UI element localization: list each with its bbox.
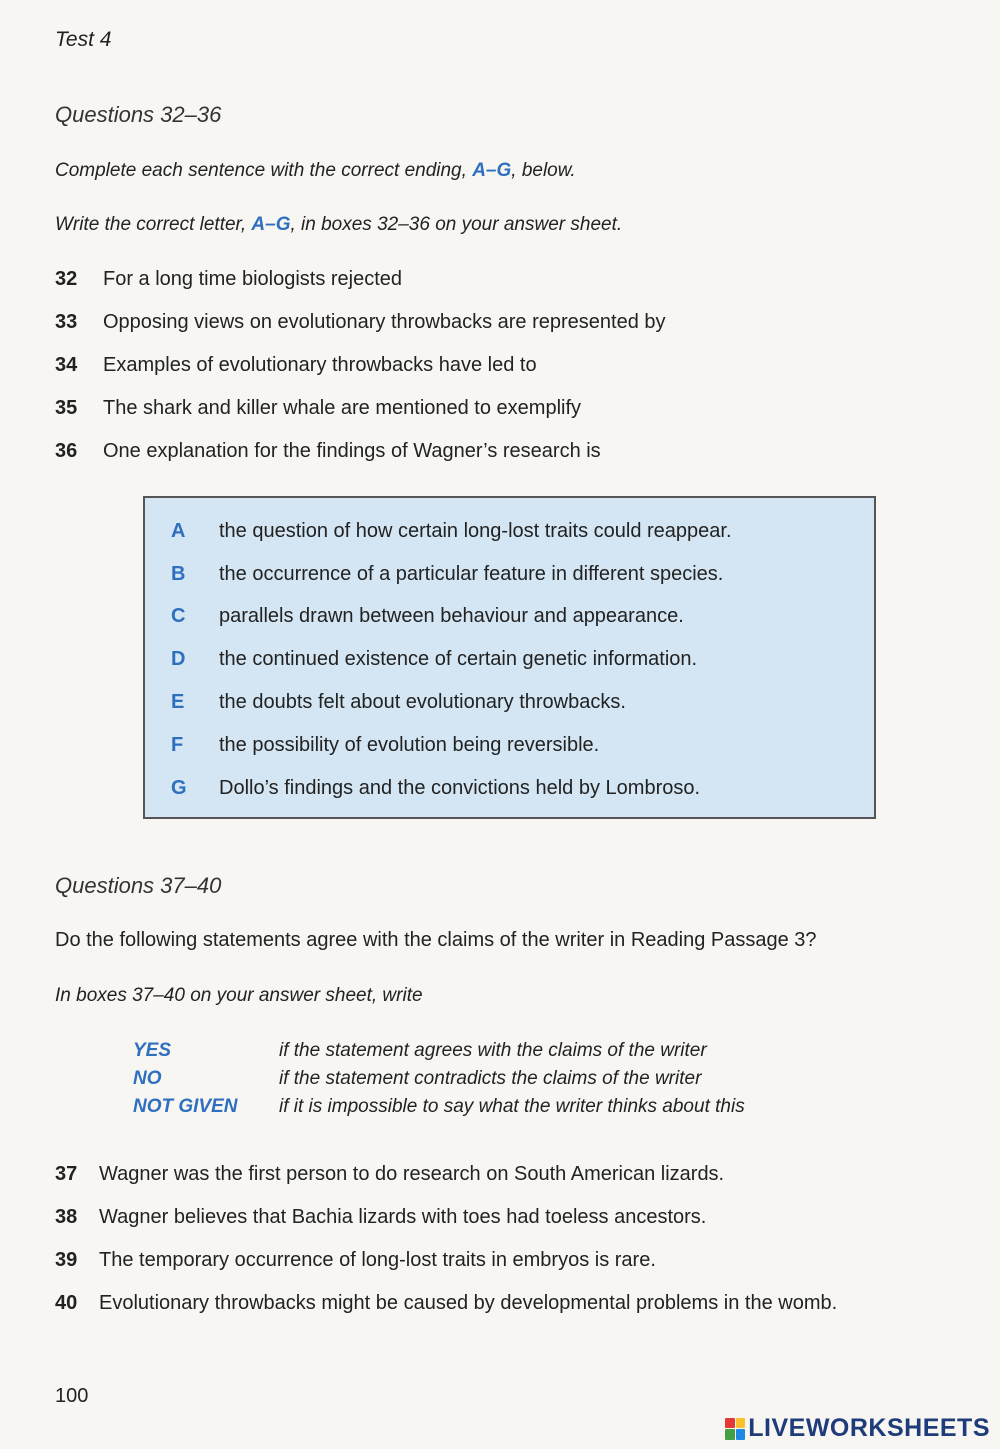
option-text: the occurrence of a particular feature in different species.: [219, 563, 724, 585]
option-text: the doubts felt about evolutionary throwbacks.: [219, 691, 626, 713]
question-list-32-36: [55, 268, 975, 483]
logo-square-icon: [725, 1418, 735, 1429]
question-row: [55, 1249, 975, 1292]
question-text: Evolutionary throwbacks might be caused by developmental problems in the womb.: [99, 1292, 838, 1314]
instruction-write: In boxes 37–40 on your answer sheet, write: [55, 985, 423, 1006]
option-letter: F: [171, 734, 184, 756]
question-row: [55, 440, 975, 483]
legend-no: [133, 1068, 701, 1096]
option-row: [171, 648, 697, 671]
question-row: [55, 268, 975, 311]
question-number: 36: [55, 440, 78, 462]
option-letter: B: [171, 563, 186, 585]
option-text: Dollo’s findings and the convictions held by Lombroso.: [219, 777, 701, 799]
question-text: Wagner was the first person to do research on South American lizards.: [99, 1163, 725, 1185]
legend-desc: if the statement contradicts the claims of the writer: [279, 1068, 702, 1089]
option-letter: G: [171, 777, 187, 799]
question-row: [55, 311, 975, 354]
instruction-write-letter: [55, 214, 622, 236]
legend-desc: if it is impossible to say what the writer thinks about this: [279, 1096, 745, 1117]
watermark-text: LIVEWORKSHEETS: [748, 1414, 990, 1442]
legend-key: YES: [133, 1040, 172, 1061]
question-row: [55, 1206, 975, 1249]
questions-37-40-heading: Questions 37–40: [55, 873, 222, 898]
legend-yes: [133, 1040, 707, 1068]
question-row: [55, 397, 975, 440]
legend-key: NOT GIVEN: [133, 1096, 238, 1117]
question-number: 32: [55, 268, 78, 290]
letter-range: A–G: [472, 160, 512, 181]
logo-square-icon: [736, 1418, 746, 1429]
instruction-text: Complete each sentence with the correct ending,: [55, 160, 473, 181]
option-letter: E: [171, 691, 185, 713]
option-text: the question of how certain long-lost traits could reappear.: [219, 520, 732, 542]
questions-32-36-heading: Questions 32–36: [55, 102, 222, 127]
legend-key: NO: [133, 1068, 162, 1089]
test-label: Test 4: [55, 28, 112, 51]
option-letter: C: [171, 605, 186, 627]
question-number: 33: [55, 311, 78, 333]
question-number: 40: [55, 1292, 78, 1314]
instruction-text: , below.: [511, 160, 576, 181]
question-row: [55, 1163, 975, 1206]
legend-not-given: [133, 1096, 745, 1124]
page-number: 100: [55, 1385, 89, 1407]
option-text: the continued existence of certain genetic information.: [219, 648, 698, 670]
question-number: 39: [55, 1249, 78, 1271]
question-number: 38: [55, 1206, 78, 1228]
question-text: For a long time biologists rejected: [103, 268, 403, 290]
legend-desc: if the statement agrees with the claims of the writer: [279, 1040, 707, 1061]
option-row: [171, 520, 732, 543]
question-text: The shark and killer whale are mentioned to exemplify: [103, 397, 582, 419]
question-list-37-40: [55, 1163, 975, 1335]
option-row: [171, 691, 626, 714]
instruction-complete-sentences: [55, 160, 576, 182]
instruction-text: Write the correct letter,: [55, 214, 252, 235]
question-row: [55, 1292, 975, 1335]
liveworksheets-logo-icon: [725, 1418, 745, 1440]
option-row: [171, 777, 700, 800]
option-row: [171, 734, 599, 757]
option-row: [171, 563, 723, 586]
question-text: One explanation for the findings of Wagner’s research is: [103, 440, 601, 462]
option-text: parallels drawn between behaviour and appearance.: [219, 605, 684, 627]
option-text: the possibility of evolution being reversible.: [219, 734, 600, 756]
section-intro: Do the following statements agree with the claims of the writer in Reading Passage 3?: [55, 929, 817, 951]
question-number: 34: [55, 354, 78, 376]
question-text: Wagner believes that Bachia lizards with toes had toeless ancestors.: [99, 1206, 707, 1228]
question-text: The temporary occurrence of long-lost traits in embryos is rare.: [99, 1249, 656, 1271]
instruction-text: , in boxes 32–36 on your answer sheet.: [290, 214, 623, 235]
option-letter: A: [171, 520, 186, 542]
endings-box: [143, 496, 876, 819]
option-row: [171, 605, 684, 628]
question-text: Examples of evolutionary throwbacks have led to: [103, 354, 537, 376]
question-number: 37: [55, 1163, 78, 1185]
question-number: 35: [55, 397, 78, 419]
option-letter: D: [171, 648, 186, 670]
logo-square-icon: [736, 1429, 746, 1440]
question-row: [55, 354, 975, 397]
letter-range: A–G: [251, 214, 291, 235]
question-text: Opposing views on evolutionary throwbacks are represented by: [103, 311, 666, 333]
liveworksheets-watermark: [725, 1414, 990, 1443]
logo-square-icon: [725, 1429, 735, 1440]
